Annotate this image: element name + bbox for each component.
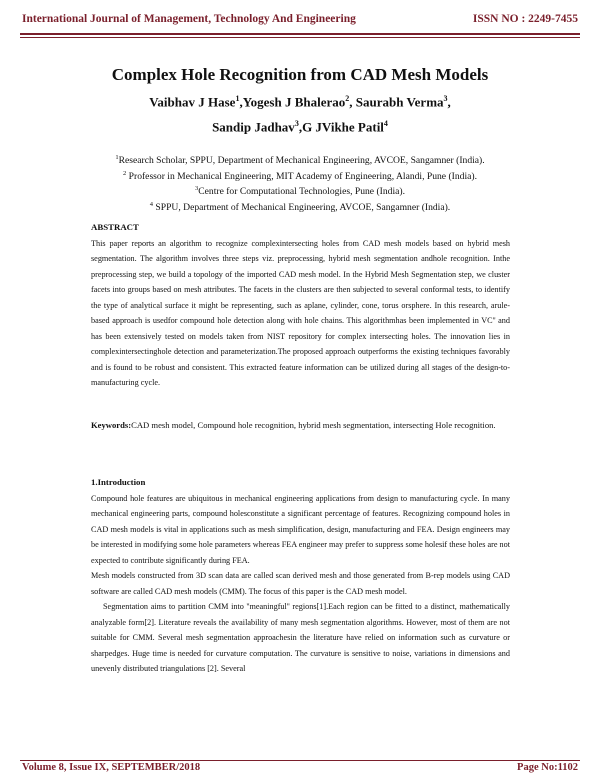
keywords-label: Keywords: (91, 420, 132, 430)
affiliations (0, 152, 600, 214)
intro-heading: 1.Introduction (91, 477, 146, 487)
abstract-text: This paper reports an algorithm to recognize complexintersecting holes from CAD mesh models based on hybrid mesh segmentation. The algorithm involves three steps viz. preprocessing, hybrid mesh segmentation andhole recognition. Inthe preprocessing step, we build a topology of the imported CAD mesh model. In the Hybrid Mesh Segmentation step, we cluster facets into groups based on mesh attributes. The facets in the clusters are then subjected to several conformal tests, to identify the type of analytical surface it might be representing, such as aplane, cylinder, cone, torus orsphere. In this research, arule-based approach is usedfor compound hole detection along with hole chains. This algorithmhas been implemented in VC'' and has been extensively tested on models taken from NIST repository for complex intersecting holes. The innovation lies in complexintersectinghole detection and parameterization.The proposed approach outperforms the existing techniques favorably and is found to be robust and consistent. This extracted feature information can be utilized during all stages of the design-to-manufacturing cycle. (91, 238, 510, 387)
intro-paragraph: Segmentation aims to partition CMM into ''meaningful'' regions[1].Each region can be fitted to a distinct, mathematically analyzable form[2]. Literature reveals the availability of many mesh segmentation algorithms. However, most of them are not suitable for CMM. Several mesh segmentation approachesin the literature have relied on information such as curvature or sharpedges. Huge time is needed for curvature computation. The curvature is sensitive to noise, variations in dimensions and unevenly distributed triangulations [2]. Several (91, 602, 510, 673)
issn-number: ISSN NO : 2249-7455 (472, 13, 578, 25)
footer-rule (20, 760, 580, 761)
abstract-section (91, 220, 510, 391)
intro-paragraph: Mesh models constructed from 3D scan data are called scan derived mesh and those generated from B-rep models using CAD software are called CAD mesh models (CMM). The focus of this paper is the CAD mesh model. (91, 571, 510, 596)
author: Yogesh J Bhalerao (242, 94, 346, 110)
affiliation: $^2$ Professor in Mechanical Engineering, MIT Academy of Engineering, Alandi, Pune (India). (123, 169, 477, 182)
header-rule (20, 33, 580, 35)
header-rule-thin (20, 37, 580, 38)
journal-name: International Journal of Management, Technology And Engineering (22, 13, 356, 25)
paper-title: Complex Hole Recognition from CAD Mesh Models (111, 65, 489, 84)
author: Vaibhav J Hase (149, 94, 236, 110)
affiliation: $^3$Centre for Computational Technologies, Pune (India). (195, 185, 405, 198)
authors-line-2: Sandip Jadhav$^3$,G JVikhe Patil$^4$ (212, 119, 388, 135)
author: Sandip Jadhav (212, 119, 295, 135)
journal-header (22, 13, 578, 25)
volume-info: Volume 8, Issue IX, SEPTEMBER/2018 (22, 762, 201, 773)
keywords-section (91, 418, 510, 433)
abstract-heading: ABSTRACT (91, 222, 139, 232)
keywords-text: CAD mesh model, Compound hole recognition, hybrid mesh segmentation, intersecting Hole recognition. (131, 420, 496, 430)
authors-line-1: Vaibhav J Hase$^1$,Yogesh J Bhalerao$^2$, Saurabh Verma$^3$, (149, 94, 451, 110)
author: G JVikhe Patil (302, 119, 384, 135)
author: Saurabh Verma (355, 94, 444, 110)
page-number: Page No:1102 (517, 762, 578, 773)
affiliation: $^4$ SPPU, Department of Mechanical Engineering, AVCOE, Sangamner (India). (149, 200, 451, 213)
introduction-section (91, 475, 510, 677)
affiliation: $^1$Research Scholar, SPPU, Department of Mechanical Engineering, AVCOE, Sangamner (India). (115, 154, 485, 167)
intro-paragraph: Compound hole features are ubiquitous in mechanical engineering applications from design to manufacturing cycle. In many mechanical engineering parts, compound holesconstitute a significant percentage of features. Recognizing compound holes in CAD mesh models is vital in applications such as mesh simplification, design, manufacturing and FEA. Design engineers may be interested in modifying some hole parameters whereas FEA engineer may prefer to suppress some holesif these holes are not expected to contribute significantly during FEA. (91, 493, 510, 565)
page-footer (22, 762, 578, 773)
